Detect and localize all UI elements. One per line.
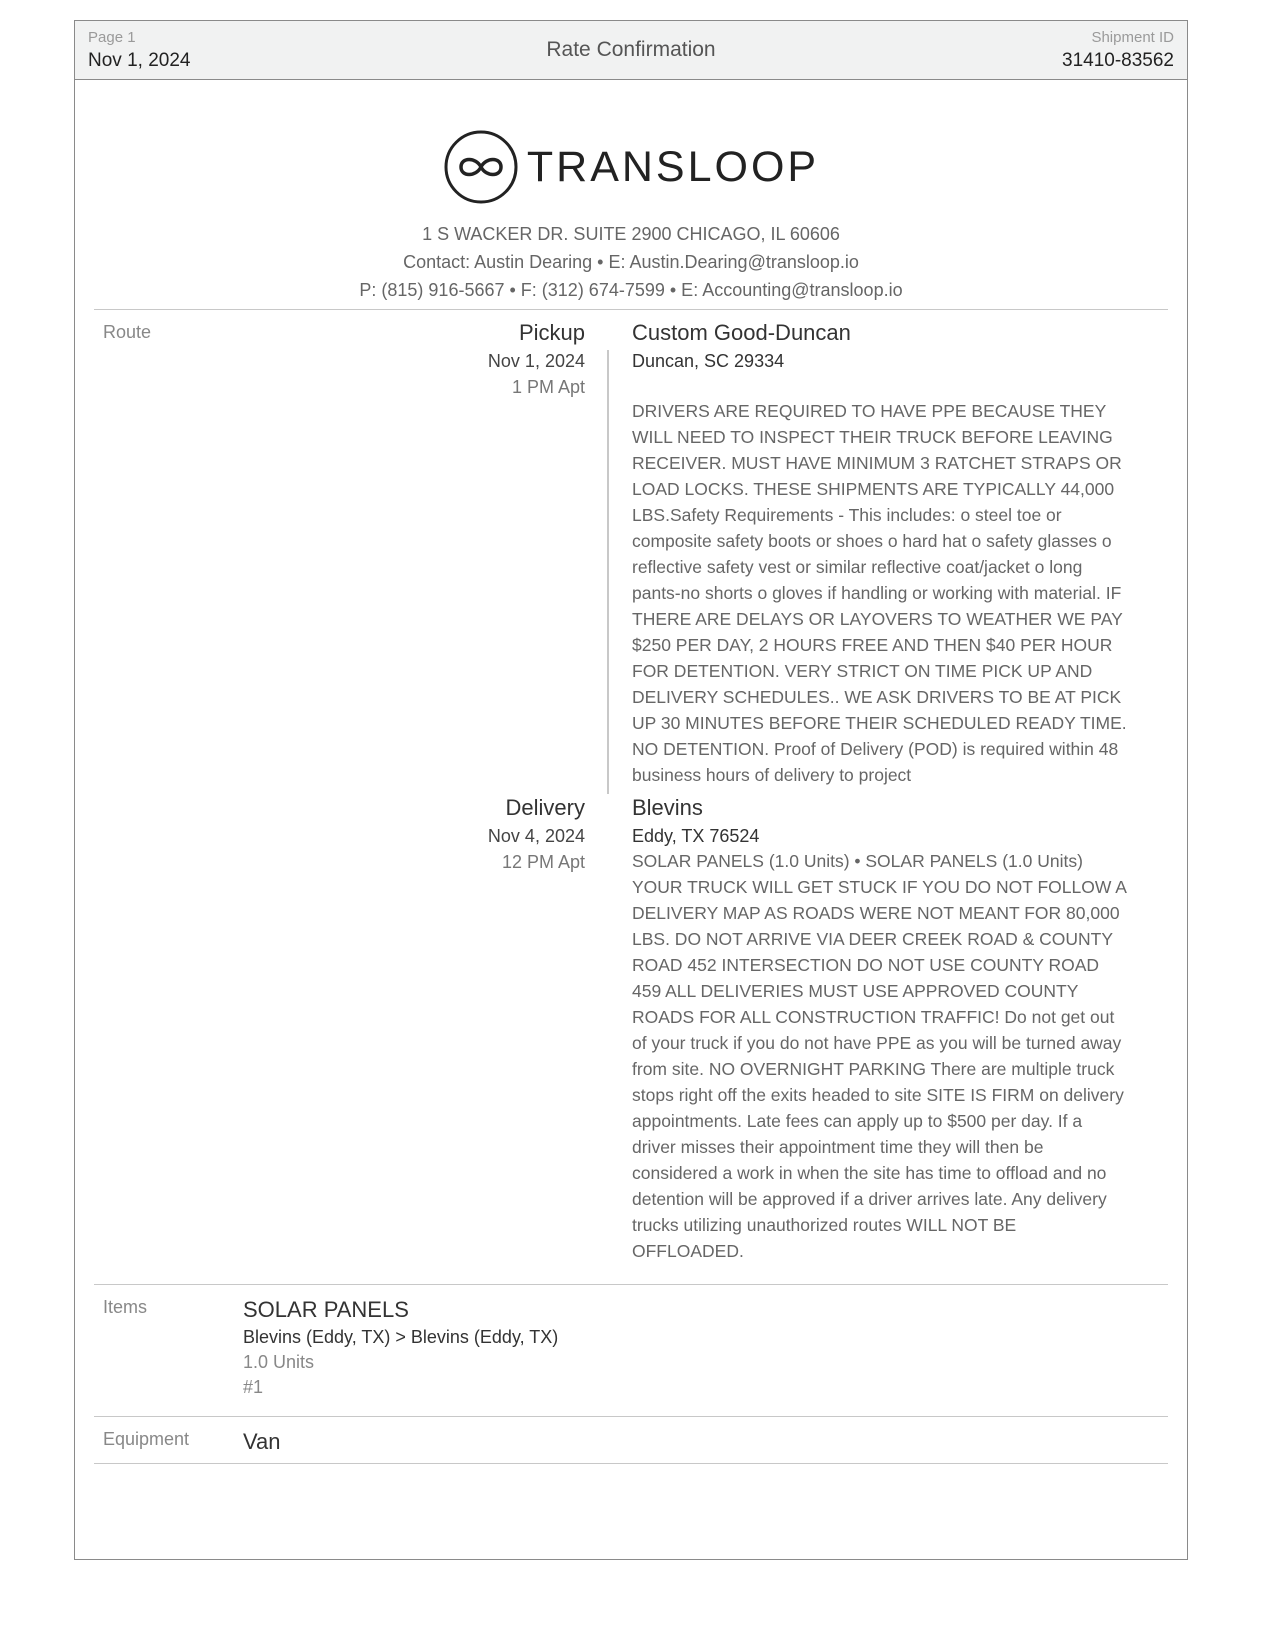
pickup-location-name: Custom Good-Duncan [632, 320, 851, 345]
item-number: #1 [243, 1377, 264, 1397]
items-label: Items [103, 1297, 148, 1317]
pickup-type: Pickup [518, 320, 585, 345]
divider [94, 1463, 1168, 1464]
route-timeline-line [607, 350, 609, 794]
delivery-location-name: Blevins [632, 795, 703, 820]
equipment-value: Van [243, 1429, 281, 1454]
company-logo [75, 129, 1187, 203]
route-label: Route [103, 322, 152, 342]
shipment-id: 31410-83562 [1062, 50, 1174, 71]
item-name: SOLAR PANELS [243, 1297, 409, 1322]
rate-confirmation-document [74, 20, 1188, 1560]
company-phone-line: P: (815) 916-5667 • F: (312) 674-7599 • E: Accounting@transloop.io [359, 280, 903, 300]
pickup-city: Duncan, SC 29334 [632, 351, 785, 371]
page-label: Page 1 [88, 29, 136, 46]
delivery-appointment: 12 PM Apt [501, 852, 585, 872]
delivery-city: Eddy, TX 76524 [632, 826, 760, 846]
company-logo-text: TRANSLOOP [526, 142, 820, 191]
equipment-label: Equipment [103, 1429, 190, 1449]
pickup-notes: DRIVERS ARE REQUIRED TO HAVE PPE BECAUSE THEY WILL NEED TO INSPECT THEIR TRUCK BEFORE LEAVING RECEIVER. MUST HAVE MINIMUM 3 RATCHET STRAPS OR LOAD LOCKS. THESE SHIPMENTS ARE TYPICALLY 44,000 LBS.Safety Requirements - This includes: o steel toe or composite safety boots or shoes o hard hat o safety glasses o reflective safety vest or similar reflective coat/jacket o long pants-no shorts o gloves if handling or working with material. IF THERE ARE DELAYS OR LAYOVERS TO WEATHER WE PAY $250 PER DAY, 2 HOURS FREE AND THEN $40 PER HOUR FOR DETENTION. VERY STRICT ON TIME PICK UP AND DELIVERY SCHEDULES.. WE ASK DRIVERS TO BE AT PICK UP 30 MINUTES BEFORE THEIR SCHEDULED READY TIME. NO DETENTION. Proof of Delivery (POD) is required within 48 business hours of delivery to project [632, 401, 1127, 785]
header-date: Nov 1, 2024 [88, 50, 191, 71]
delivery-notes: SOLAR PANELS (1.0 Units) • SOLAR PANELS (1.0 Units) YOUR TRUCK WILL GET STUCK IF YOU DO NOT FOLLOW A DELIVERY MAP AS ROADS WERE NOT MEANT FOR 80,000 LBS. DO NOT ARRIVE VIA DEER CREEK ROAD & COUNTY ROAD 452 INTERSECTION DO NOT USE COUNTY ROAD 459 ALL DELIVERIES MUST USE APPROVED COUNTY ROADS FOR ALL CONSTRUCTION TRAFFIC! Do not get out of your truck if you do not have PPE as you will be turned away from site. NO OVERNIGHT PARKING There are multiple truck stops right off the exits headed to site SITE IS FIRM on delivery appointments. Late fees can apply up to $500 per day. If a driver misses their appointment time they will then be considered a work in when the site has time to offload and no detention will be approved if a driver arrives late. Any delivery trucks utilizing unauthorized routes WILL NOT BE OFFLOADED. [632, 851, 1126, 1261]
infinity-circle-icon [443, 129, 519, 205]
company-address: 1 S WACKER DR. SUITE 2900 CHICAGO, IL 60606 [422, 224, 840, 244]
divider [94, 1416, 1168, 1417]
divider [94, 1284, 1168, 1285]
document-header [75, 21, 1187, 80]
delivery-type: Delivery [505, 795, 585, 820]
pickup-appointment: 1 PM Apt [511, 377, 585, 397]
item-route: Blevins (Eddy, TX) > Blevins (Eddy, TX) [243, 1327, 559, 1347]
divider [94, 309, 1168, 310]
company-contact: Contact: Austin Dearing • E: Austin.Dearing@transloop.io [403, 252, 859, 272]
shipment-id-label: Shipment ID [1091, 29, 1174, 46]
pickup-date: Nov 1, 2024 [487, 351, 585, 371]
document-title: Rate Confirmation [546, 38, 716, 61]
delivery-date: Nov 4, 2024 [487, 826, 585, 846]
item-units: 1.0 Units [243, 1352, 315, 1372]
